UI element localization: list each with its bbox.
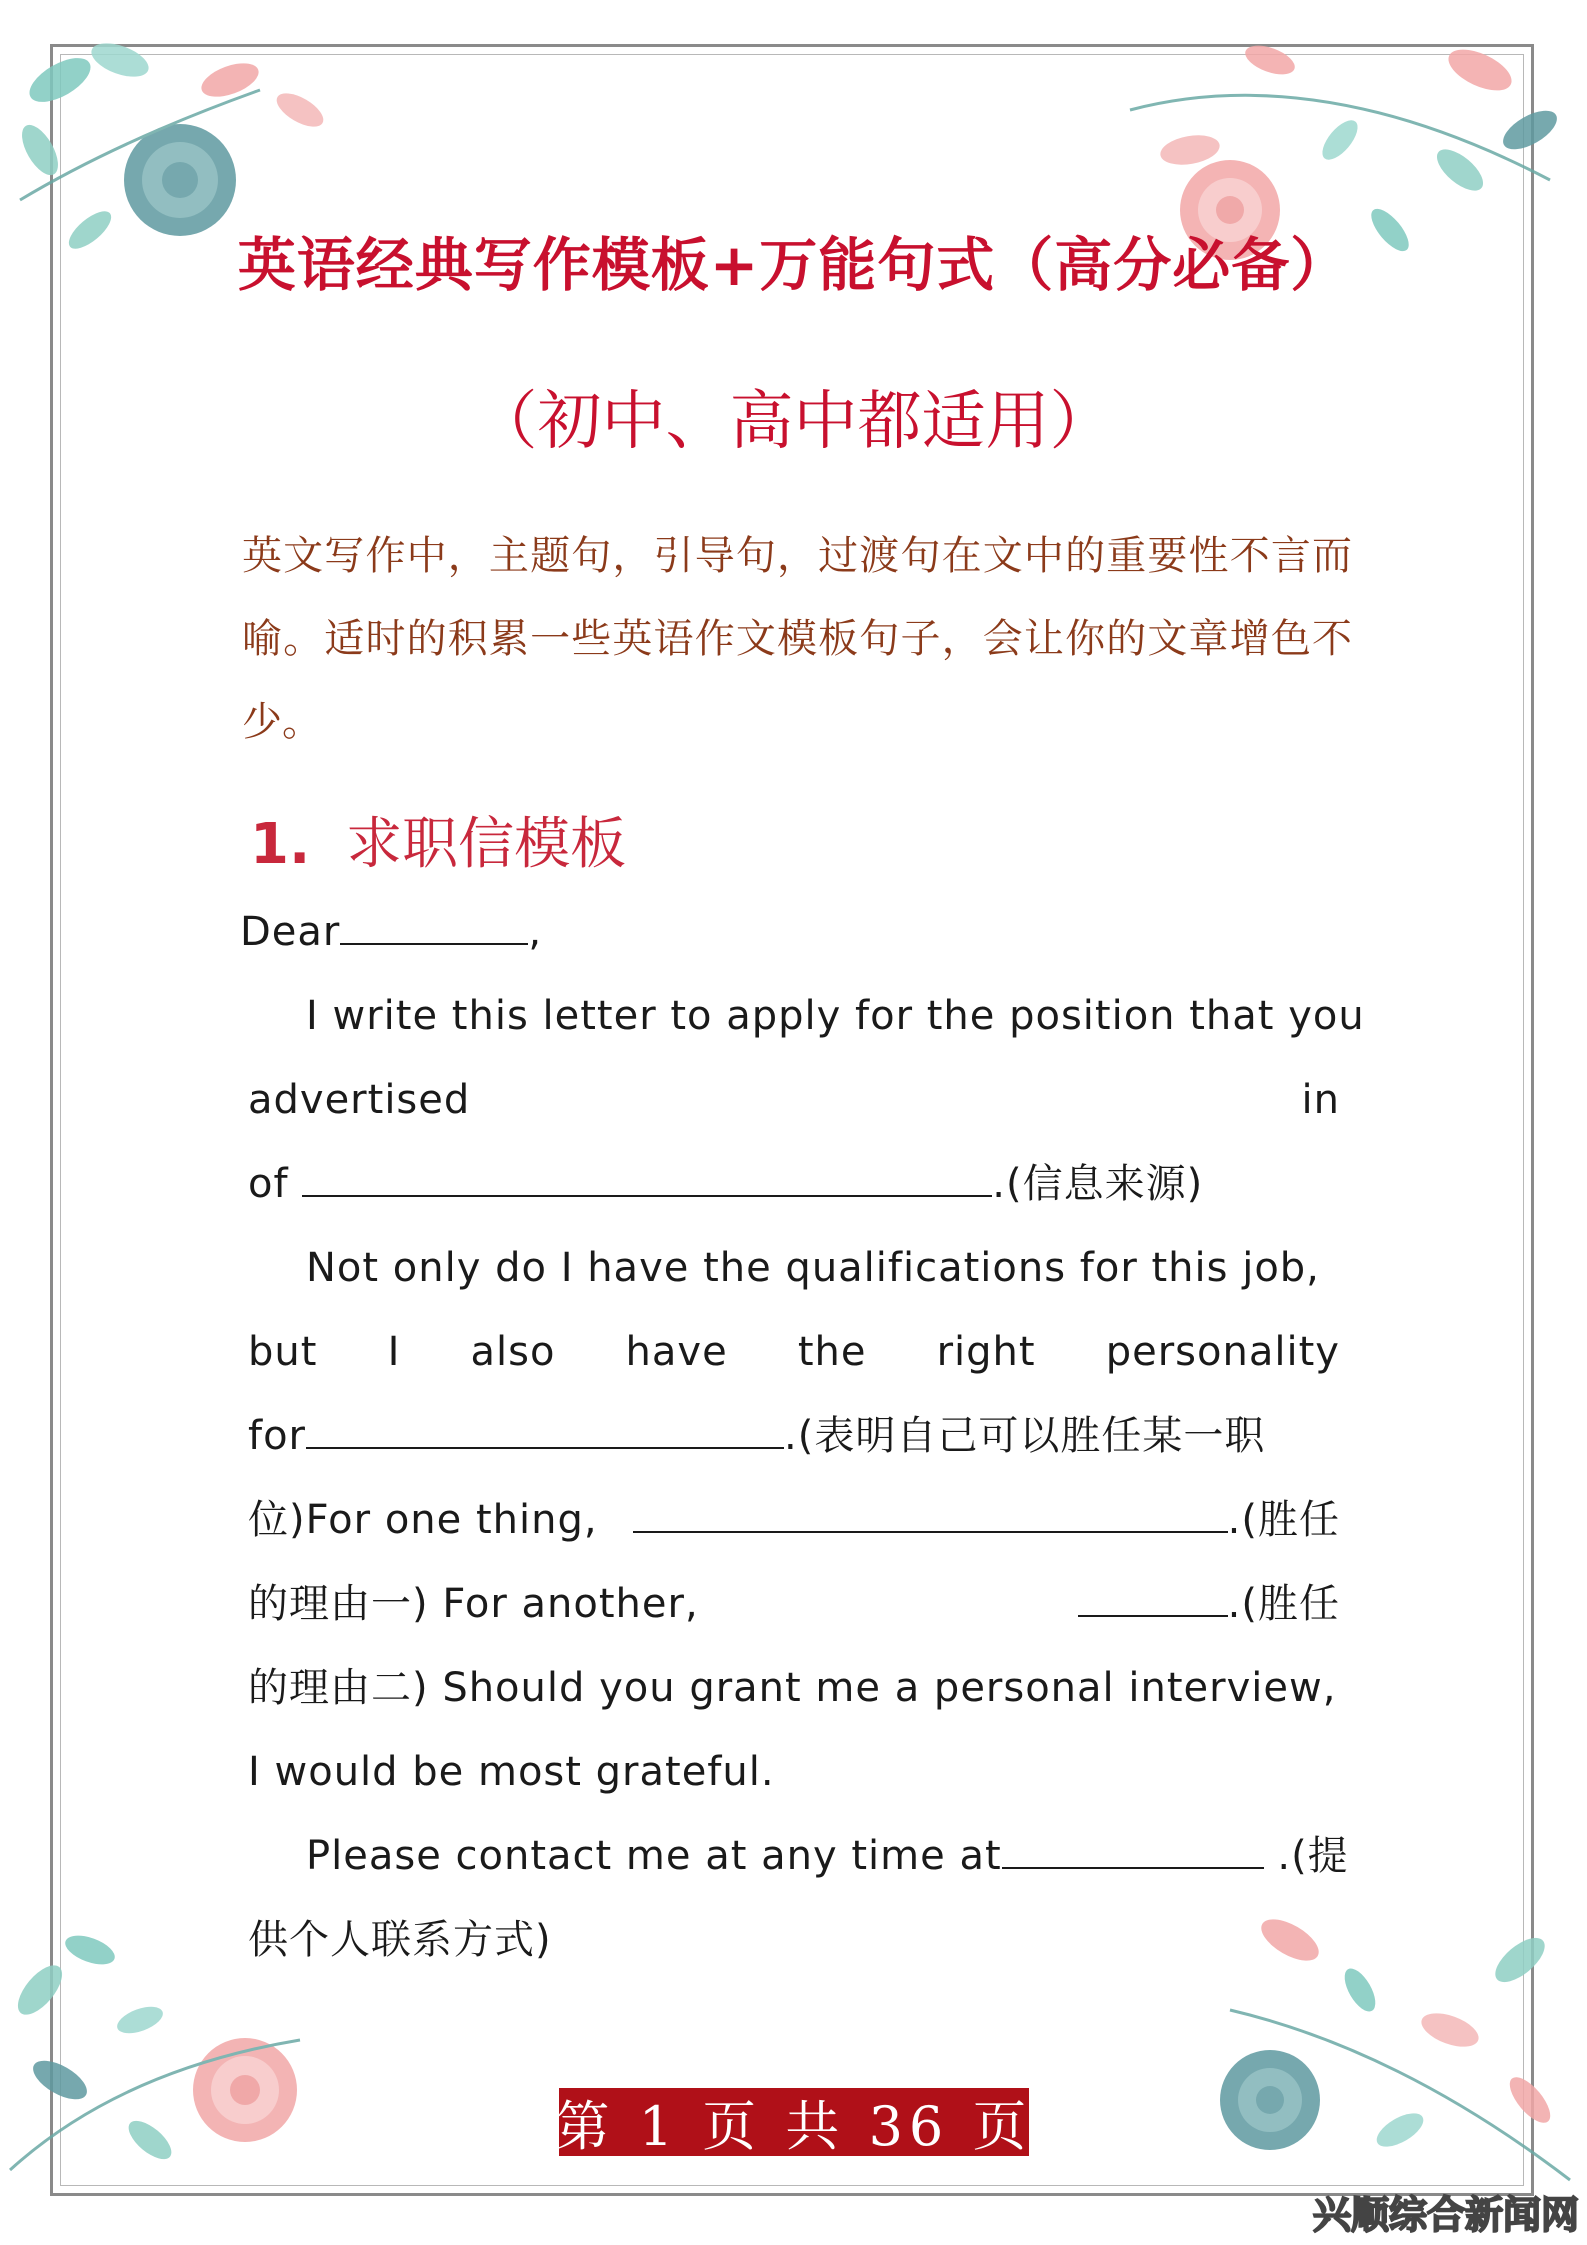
- letter-line: I write this letter to apply for the position that you: [306, 993, 1365, 1039]
- intro-paragraph: 英文写作中，主题句，引导句，过渡句在文中的重要性不言而喻。适时的积累一些英语作文模板句子，会让你的文章增色不少。: [242, 533, 1352, 745]
- letter-word: but: [248, 1329, 318, 1375]
- letter-note: .(提: [1263, 1833, 1349, 1879]
- letter-line: [248, 1478, 1340, 1562]
- blank-source: [302, 1153, 992, 1197]
- letter-word: the: [797, 1329, 867, 1375]
- letter-text: Please contact me at any time at: [306, 1833, 1002, 1879]
- section-heading: [250, 800, 626, 880]
- salutation-line: [240, 890, 1340, 974]
- letter-line: [248, 1562, 1340, 1646]
- section-number: 1.: [250, 812, 311, 877]
- letter-word: have: [625, 1329, 728, 1375]
- document-title: 英语经典写作模板+万能句式（高分必备）: [237, 231, 1350, 299]
- letter-line: [248, 1310, 1340, 1394]
- letter-line: I would be most grateful.: [248, 1749, 775, 1795]
- document-subtitle: （初中、高中都适用）: [473, 385, 1114, 459]
- blank-recipient: [340, 901, 528, 945]
- letter-text: 位)For one thing,: [248, 1497, 598, 1543]
- letter-line: 供个人联系方式): [248, 1917, 552, 1963]
- letter-note: .(表明自己可以胜任某一职: [784, 1413, 1266, 1459]
- letter-word: right: [936, 1329, 1036, 1375]
- blank-reason-one: [633, 1489, 1228, 1533]
- blank-qualification: [306, 1405, 784, 1449]
- letter-word: in: [1301, 1077, 1340, 1123]
- blank-reason-two: [1078, 1573, 1228, 1617]
- blank-contact: [1002, 1825, 1264, 1869]
- letter-note: .(信息来源): [992, 1161, 1204, 1207]
- site-watermark: 兴顺综合新闻网: [1312, 2193, 1579, 2237]
- letter-note: .(胜任: [1227, 1581, 1340, 1627]
- salutation-suffix: ,: [528, 909, 543, 955]
- letter-line: [248, 1394, 1340, 1478]
- letter-line: [248, 1814, 1349, 1898]
- letter-note: .(胜任: [1227, 1497, 1340, 1543]
- salutation-prefix: Dear: [240, 909, 341, 955]
- letter-text: 的理由一) For another,: [248, 1581, 699, 1627]
- letter-line: 的理由二) Should you grant me a personal interview,: [248, 1665, 1337, 1711]
- letter-line: Not only do I have the qualifications for this job,: [306, 1245, 1320, 1291]
- page-indicator: 第 1 页 共 36 页: [559, 2088, 1029, 2156]
- letter-line: [248, 1058, 1340, 1142]
- letter-text: for: [248, 1413, 306, 1459]
- letter-word: personality: [1105, 1329, 1340, 1375]
- letter-word: also: [470, 1329, 556, 1375]
- letter-text: of: [248, 1161, 289, 1207]
- letter-word: I: [387, 1329, 401, 1375]
- letter-line: [248, 1142, 1340, 1226]
- letter-template: [240, 890, 1365, 1982]
- letter-word: advertised: [248, 1077, 471, 1123]
- section-title: 求职信模板: [346, 812, 627, 877]
